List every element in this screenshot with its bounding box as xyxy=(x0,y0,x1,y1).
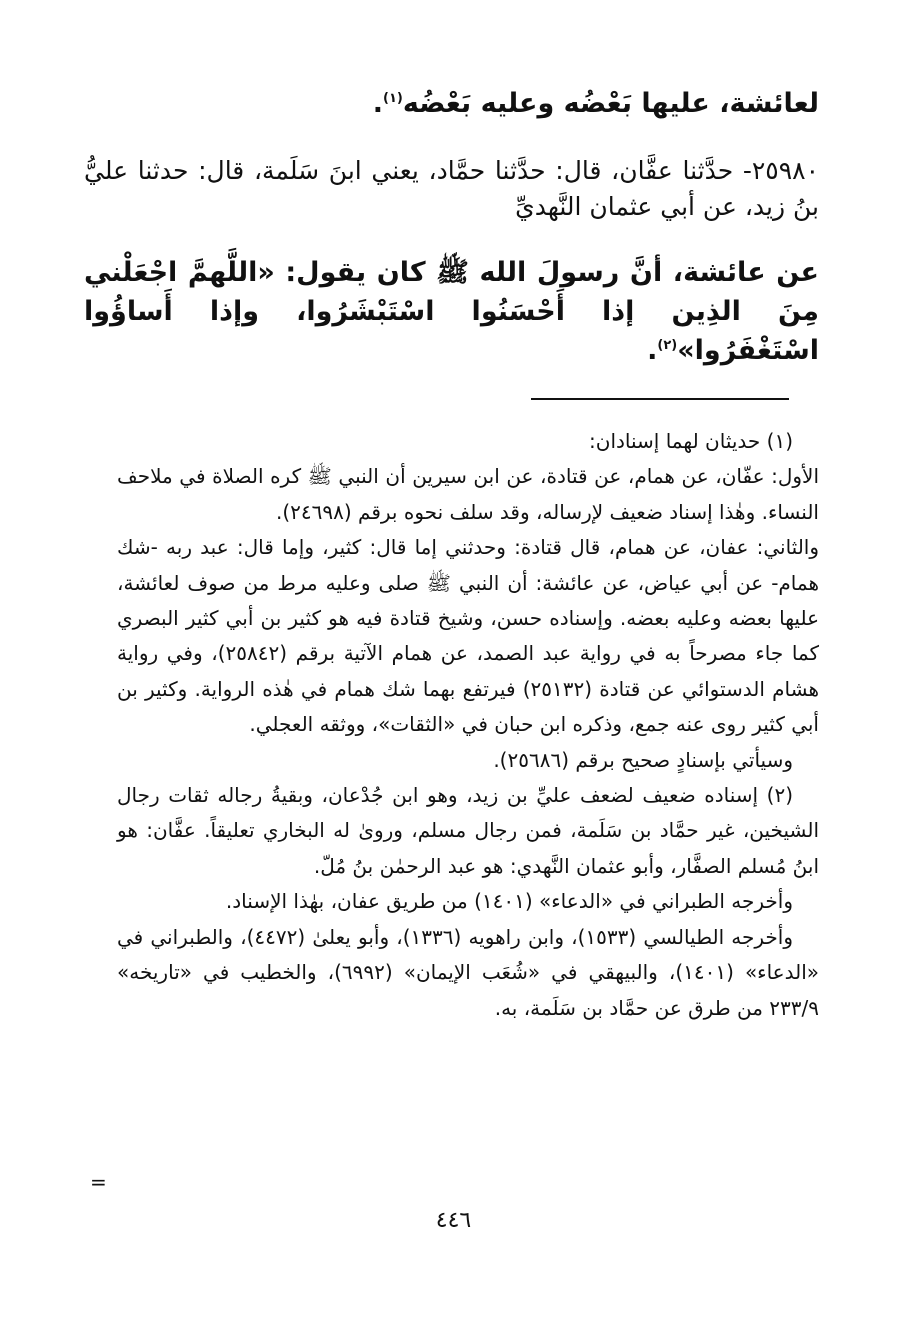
main-text-line-1 xyxy=(84,84,819,123)
footnote-marker-2: (٢) xyxy=(657,338,678,354)
hadith-matn xyxy=(84,253,819,370)
footnotes-section xyxy=(117,424,819,1026)
continuation-mark: = xyxy=(90,1170,107,1194)
footnote-separator xyxy=(531,398,789,400)
footnote-marker-1: (١) xyxy=(382,91,403,106)
page-number: ٤٤٦ xyxy=(435,1208,472,1233)
footnote-2-takhrij-2: وأخرجه الطيالسي (١٥٣٣)، وابن راهويه (١٣٣٦)، وأبو يعلىٰ (٤٤٧٢)، والطبراني في «الدعاء» (١٤٠١)، والبيهقي في «شُعَب الإيمان» (٦٩٩٢)، والخطيب في «تاريخه» ٢٣٣/٩ من طرق عن حمَّاد بن سَلَمة، به. xyxy=(117,924,820,1020)
hadith-matn-period: . xyxy=(647,335,658,367)
main-text-fragment: لعائشة، عليها بَعْضُه وعليه بَعْضُه xyxy=(402,88,819,119)
footnote-1-later-reference: وسيأتي بإسنادٍ صحيح برقم (٢٥٦٨٦). xyxy=(493,747,793,772)
main-text-period: . xyxy=(372,88,383,119)
footnote-1-second-hadith: والثاني: عفان، عن همام، قال قتادة: وحدثني إما قال: كثير، وإما قال: عبد ربه -شك همام- عن أبي عياض، عن عائشة: أن النبي ﷺ صلى وعليه مرط من صوف لعائشة، عليها بعضه وعليه بعضه. وإسناده حسن، وشيخ قتادة فيه هو كثير بن أبي كثير البصري كما جاء مصرحاً به في رواية عبد الصمد، عن همام الآتية برقم (٢٥٨٤٢)، وفي رواية هشام الدستوائي عن قتادة (٢٥١٣٢) فيرتفع بهما شك همام في هٰذه الرواية. وكثير بن أبي كثير روى عنه جمع، وذكره ابن حبان في «الثقات»، ووثقه العجلي. xyxy=(117,535,819,737)
hadith-matn-text: عن عائشة، أنَّ رسولَ الله ﷺ كان يقول: «اللَّهمَّ اجْعَلْني مِنَ الذِين إذا أَحْسَنُوا اسْتَبْشَرُوا، وإذا أَساؤُوا اسْتَغْفَرُوا» xyxy=(84,257,819,367)
footnote-2-takhrij-1: وأخرجه الطبراني في «الدعاء» (١٤٠١) من طريق عفان، بهٰذا الإسناد. xyxy=(225,889,793,914)
footnote-1-first-hadith: الأول: عفّان، عن همام، عن قتادة، عن ابن سيرين أن النبي ﷺ كره الصلاة في ملاحف النساء. وهٰذا إسناد ضعيف لإرساله، وقد سلف نحوه برقم (٢٤٦٩٨). xyxy=(117,464,819,524)
footnote-2-grading: (٢) إسناده ضعيف لضعف عليِّ بن زيد، وهو ابن جُدْعان، وبقيةُ رجاله ثقات رجال الشيخين، غير حمَّاد بن سَلَمة، فمن رجال مسلم، وروىٰ له البخاري تعليقاً. عفَّان: هو ابنُ مُسلم الصفَّار، وأبو عثمان النَّهدي: هو عبد الرحمٰن بنُ مُلّ. xyxy=(117,783,819,878)
footnote-1-heading: (١) حديثان لهما إسنادان: xyxy=(589,429,793,453)
hadith-isnad: ٢٥٩٨٠- حدَّثنا عفَّان، قال: حدَّثنا حمَّاد، يعني ابنَ سَلَمة، قال: حدثنا عليُّ بنُ زيد، عن أبي عثمان النَّهديِّ xyxy=(84,156,819,222)
